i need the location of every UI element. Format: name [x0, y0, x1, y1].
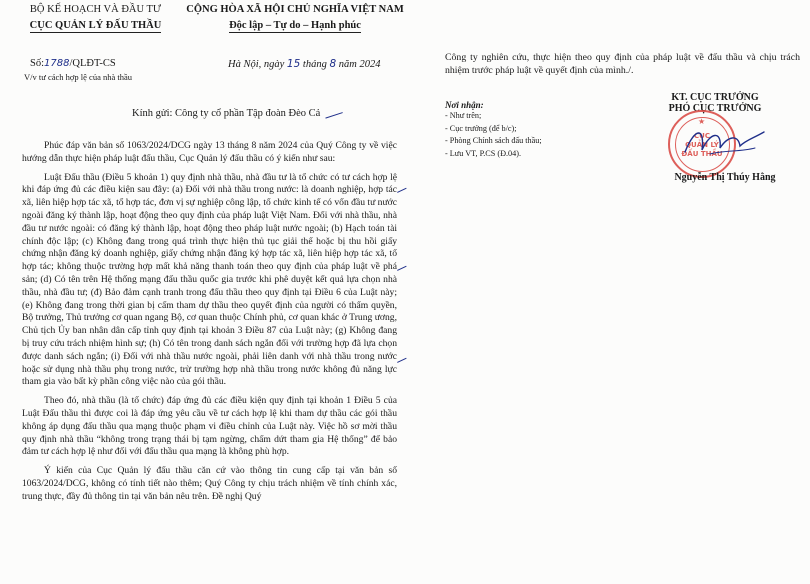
document-page-right [415, 0, 810, 584]
date-year: năm 2024 [338, 59, 381, 70]
ink-check-mark [395, 262, 406, 271]
recipients-title: Nơi nhận: [445, 100, 484, 110]
document-number-prefix: Số: [30, 58, 45, 69]
nation-header [175, 4, 415, 33]
seal-text: CỤC [694, 132, 710, 140]
signature-block [625, 92, 805, 183]
seal-star-icon: ★ [698, 117, 706, 126]
date-day: 15 [286, 58, 301, 70]
ink-check-mark [395, 354, 406, 363]
recipient-item: - Phòng Chính sách đấu thầu; [445, 136, 542, 145]
document-subject: V/v tư cách hợp lệ của nhà thầu [24, 72, 132, 82]
ink-check-mark [324, 105, 344, 118]
seal-text: ĐẤU THẦU [681, 150, 723, 158]
nation-name: CỘNG HÒA XÃ HỘI CHỦ NGHĨA VIỆT NAM [186, 4, 404, 15]
ink-check-mark [395, 184, 406, 193]
place-date [228, 58, 381, 70]
date-month: 8 [329, 58, 337, 70]
recipients-block [445, 100, 625, 160]
body-paragraph-3: Theo đó, nhà thầu (là tổ chức) đáp ứng đủ các điều kiện quy định tại khoản 1 Điều 5 của Luật Đấu thầu thì được coi là đáp ứng yêu cầu về tư cách hợp lệ khi tham dự thầu các gói thầu không áp dụng đấu thầu qua mạng thuộc phạm vi điều chỉnh của Luật này. Việc hồ sơ mời thầu quy định nhà thầu “không trong trạng thái bị tạm ngừng, chấm dứt tham gia Hệ thống” để bảo đảm tư cách hợp lệ như đối với đấu thầu qua mạng là không phù hợp. [22, 395, 397, 458]
signer-title-2: PHÓ CỤC TRƯỞNG [668, 103, 762, 114]
recipient-text: Kính gửi: Công ty cổ phần Tập đoàn Đèo Cả [132, 108, 321, 119]
body-paragraph-2: Luật Đấu thầu (Điều 5 khoản 1) quy định nhà thầu, nhà đầu tư là tổ chức có tư cách hợp lệ khi đáp ứng đủ các điều kiện sau đây: (a) Đối với nhà thầu trong nước: là doanh nghiệp, hợp tác xã, liên hiệp hợp tác xã, tổ hợp tác, đơn vị sự nghiệp công lập, tổ chức kinh tế có vốn đầu tư nước ngoài đăng ký thành lập, hoạt động theo quy định của pháp luật Việt Nam. Đối với nhà thầu, nhà đầu tư nước ngoài: có đăng ký thành lập, hoạt động theo pháp luật nước ngoài; (b) Hạch toán tài chính độc lập; (c) Không đang trong quá trình thực hiện thủ tục giải thể hoặc bị thu hồi giấy chứng nhận đăng ký doanh nghiệp, giấy chứng nhận đăng ký hợp tác xã, liên hiệp hợp tác xã, tổ hợp tác; không thuộc trường hợp mất khả năng thanh toán theo quy định của pháp luật về phá sản; (d) Có tên trên Hệ thống mạng đấu thầu quốc gia trước khi phê duyệt kết quả lựa chọn nhà thầu, nhà đầu tư; (đ) Bảo đảm cạnh tranh trong đấu thầu theo quy định tại Điều 6 của Luật này; (e) Không đang trong thời gian bị cấm tham dự thầu theo quyết định của người có thẩm quyền, Bộ trưởng, Thủ trưởng cơ quan ngang Bộ, cơ quan thuộc Chính phủ, cơ quan khác ở Trung ương, Chủ tịch Ủy ban nhân dân cấp tỉnh quy định tại khoản 3 Điều 87 của Luật này; (g) Không đang bị truy cứu trách nhiệm hình sự; (h) Có tên trong danh sách ngắn đối với trường hợp đã lựa chọn được danh sách ngắn; (i) Đối với nhà thầu nước ngoài, phải liên danh với nhà thầu trong nước hoặc sử dụng nhà thầu phụ trong nước, trừ trường hợp nhà thầu trong nước không đủ năng lực tham gia vào bất kỳ phần công việc nào của gói thầu. [22, 171, 397, 388]
signer-title-1: KT. CỤC TRƯỞNG [671, 92, 759, 103]
body-paragraph-4: Ý kiến của Cục Quản lý đấu thầu căn cứ vào thông tin cung cấp tại văn bản số 1063/2024/DCG, không có tính tiết nào thêm; Quý Công ty chịu trách nhiệm về tính chính xác, trung thực, đầy đủ thông tin tại văn bản nêu trên. Đề nghị Quý [22, 465, 397, 502]
agency-parent: BỘ KẾ HOẠCH VÀ ĐẦU TƯ [29, 4, 162, 15]
document-number-handwritten: 1788 [44, 58, 70, 69]
document-number-suffix: /QLĐT-CS [69, 58, 116, 69]
document-body [22, 140, 397, 504]
nation-motto: Độc lập – Tự do – Hạnh phúc [229, 20, 361, 31]
continuation-paragraph: Công ty nghiên cứu, thực hiện theo quy định của pháp luật về đấu thầu và chịu trách nhiệm trước pháp luật về quyết định của mình./. [445, 52, 800, 76]
month-label: tháng [302, 59, 327, 70]
document-number [30, 58, 116, 69]
signer-name: Nguyễn Thị Thúy Hằng [674, 172, 776, 183]
agency-header [18, 4, 173, 33]
recipient-item: - Lưu VT, P.CS (Đ.04). [445, 148, 522, 158]
agency-name: CỤC QUẢN LÝ ĐẤU THẦU [29, 20, 162, 31]
seal-text: QUẢN LÝ [685, 141, 719, 149]
body-paragraph-1: Phúc đáp văn bản số 1063/2024/DCG ngày 13 tháng 8 năm 2024 của Quý Công ty về việc hướng dẫn thực hiện pháp luật đấu thầu, Cục Quản lý đấu thầu có ý kiến như sau: [22, 140, 397, 164]
recipient-item: - Như trên; [445, 111, 482, 120]
place-prefix: Hà Nội, ngày [228, 59, 285, 70]
recipient-item: - Cục trưởng (để b/c); [445, 123, 517, 133]
handwritten-signature-icon [680, 122, 770, 162]
recipient-line [132, 108, 342, 119]
